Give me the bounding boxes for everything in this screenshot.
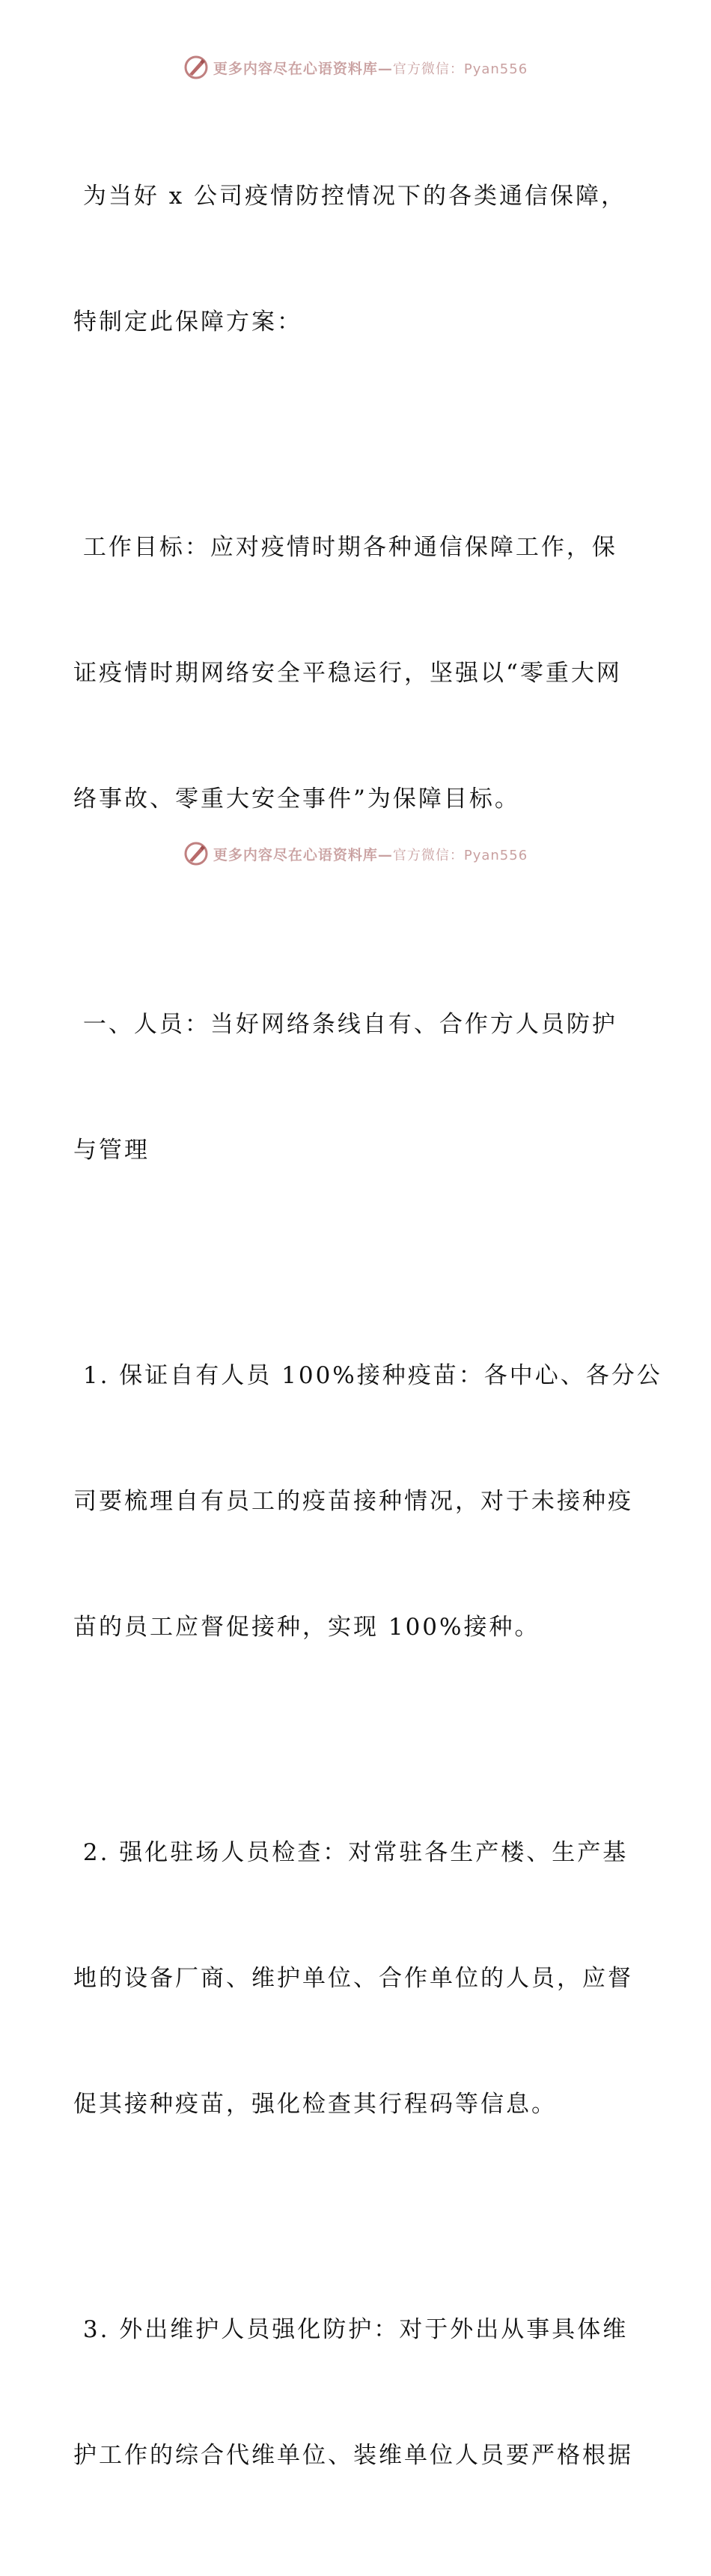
pen-seal-icon [183, 55, 209, 80]
section-heading-personnel [73, 920, 642, 1255]
paragraph-line: 促其接种疫苗，强化检查其行程码等信息。 [73, 2091, 557, 2118]
list-item-1 [73, 1271, 662, 1732]
pen-seal-icon [183, 841, 209, 866]
paragraph-intro [73, 91, 642, 427]
paragraph-line: 一、人员：当好网络条线自有、合作方人员防护 [73, 1011, 617, 1038]
paragraph-line: 证疫情时期网络安全平稳运行，坚强以“零重大网 [73, 660, 622, 687]
document-body [73, 91, 662, 2576]
paragraph-line: 地的设备厂商、维护单位、合作单位的人员，应督 [73, 1965, 633, 1992]
watermark-banner-bottom [0, 839, 711, 869]
paragraph-line: 络事故、零重大安全事件”为保障目标。 [73, 786, 520, 812]
paragraph-line: 3. 外出维护人员强化防护：对于外出从事具体维 [73, 2316, 629, 2343]
paragraph-line: 护工作的综合代维单位、装维单位人员要严格根据 [73, 2442, 633, 2469]
watermark-text: 更多内容尽在心语资料库—官方微信：Pyan556 [213, 846, 528, 863]
watermark-banner-top [0, 52, 711, 82]
list-item-3 [73, 2225, 642, 2560]
paragraph-line: 与管理 [73, 1137, 150, 1164]
paragraph-line: 司要梳理自有员工的疫苗接种情况，对于未接种疫 [73, 1488, 633, 1515]
paragraph-goal [73, 443, 642, 904]
paragraph-line: 1. 保证自有人员 100%接种疫苗：各中心、各分公 [73, 1362, 662, 1389]
paragraph-line: 为当好 x 公司疫情防控情况下的各类通信保障， [73, 183, 627, 210]
paragraph-line: 2. 强化驻场人员检查：对常驻各生产楼、生产基 [73, 1839, 629, 1866]
paragraph-line: 苗的员工应督促接种，实现 100%接种。 [73, 1614, 540, 1641]
paragraph-line: 工作目标：应对疫情时期各种通信保障工作，保 [73, 534, 617, 561]
paragraph-line: 特制定此保障方案： [73, 309, 302, 335]
list-item-2 [73, 1748, 642, 2209]
watermark-text: 更多内容尽在心语资料库—官方微信：Pyan556 [213, 60, 528, 77]
